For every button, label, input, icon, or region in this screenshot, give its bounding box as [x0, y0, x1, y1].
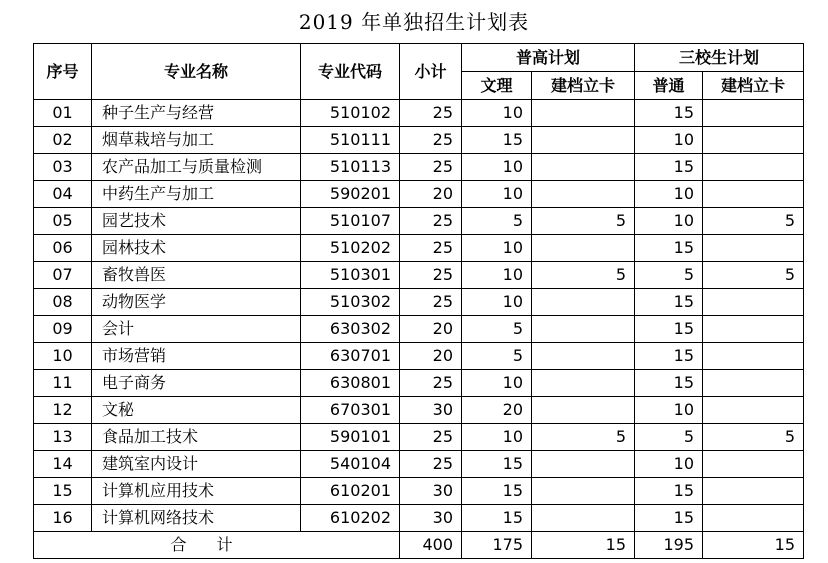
cell-general-jianka: 5 — [532, 424, 635, 451]
cell-seq: 10 — [34, 343, 92, 370]
cell-three-putong: 5 — [635, 262, 703, 289]
cell-subtotal: 25 — [400, 262, 462, 289]
cell-three-jianka — [703, 181, 804, 208]
cell-subtotal: 30 — [400, 478, 462, 505]
cell-three-putong: 15 — [635, 370, 703, 397]
header-major-code: 专业代码 — [301, 44, 400, 100]
cell-seq: 12 — [34, 397, 92, 424]
cell-general-jianka — [532, 451, 635, 478]
table-body — [34, 100, 804, 532]
cell-major-code: 510301 — [301, 262, 400, 289]
cell-general-wenli: 15 — [462, 127, 532, 154]
cell-seq: 03 — [34, 154, 92, 181]
cell-major-name: 园艺技术 — [92, 208, 301, 235]
cell-major-name: 市场营销 — [92, 343, 301, 370]
cell-general-jianka: 5 — [532, 262, 635, 289]
table-row — [34, 235, 804, 262]
cell-three-jianka — [703, 289, 804, 316]
cell-three-putong: 10 — [635, 208, 703, 235]
cell-general-jianka — [532, 235, 635, 262]
total-general-jianka: 15 — [532, 532, 635, 559]
cell-seq: 15 — [34, 478, 92, 505]
cell-three-putong: 10 — [635, 451, 703, 478]
table-row — [34, 208, 804, 235]
header-three-jianka: 建档立卡 — [703, 72, 804, 100]
cell-general-jianka — [532, 289, 635, 316]
cell-three-jianka — [703, 370, 804, 397]
table-row — [34, 181, 804, 208]
cell-major-code: 670301 — [301, 397, 400, 424]
cell-subtotal: 20 — [400, 343, 462, 370]
cell-major-name: 建筑室内设计 — [92, 451, 301, 478]
cell-seq: 13 — [34, 424, 92, 451]
cell-three-jianka: 5 — [703, 262, 804, 289]
cell-general-jianka — [532, 343, 635, 370]
cell-three-jianka — [703, 127, 804, 154]
table-row — [34, 262, 804, 289]
cell-general-wenli: 15 — [462, 451, 532, 478]
cell-general-wenli: 10 — [462, 181, 532, 208]
cell-subtotal: 25 — [400, 154, 462, 181]
header-three-putong: 普通 — [635, 72, 703, 100]
header-general-plan: 普高计划 — [462, 44, 635, 72]
total-row — [34, 532, 804, 559]
cell-three-putong: 15 — [635, 154, 703, 181]
header-seq: 序号 — [34, 44, 92, 100]
cell-subtotal: 30 — [400, 505, 462, 532]
header-general-wenli: 文理 — [462, 72, 532, 100]
table-row — [34, 451, 804, 478]
cell-three-putong: 15 — [635, 343, 703, 370]
cell-subtotal: 25 — [400, 424, 462, 451]
cell-major-name: 计算机网络技术 — [92, 505, 301, 532]
cell-three-putong: 15 — [635, 505, 703, 532]
cell-three-putong: 10 — [635, 397, 703, 424]
cell-seq: 08 — [34, 289, 92, 316]
cell-major-code: 610202 — [301, 505, 400, 532]
cell-general-wenli: 10 — [462, 424, 532, 451]
cell-major-code: 630701 — [301, 343, 400, 370]
cell-subtotal: 25 — [400, 100, 462, 127]
cell-subtotal: 25 — [400, 208, 462, 235]
cell-subtotal: 20 — [400, 316, 462, 343]
cell-three-jianka: 5 — [703, 424, 804, 451]
cell-major-name: 食品加工技术 — [92, 424, 301, 451]
cell-major-name: 烟草栽培与加工 — [92, 127, 301, 154]
cell-general-wenli: 10 — [462, 262, 532, 289]
table-row — [34, 397, 804, 424]
cell-seq: 16 — [34, 505, 92, 532]
cell-subtotal: 25 — [400, 289, 462, 316]
header-major-name: 专业名称 — [92, 44, 301, 100]
page-title: 2019 年单独招生计划表 — [298, 10, 530, 34]
cell-three-jianka: 5 — [703, 208, 804, 235]
cell-seq: 01 — [34, 100, 92, 127]
total-three-putong: 195 — [635, 532, 703, 559]
cell-three-jianka — [703, 316, 804, 343]
cell-major-name: 中药生产与加工 — [92, 181, 301, 208]
cell-major-code: 540104 — [301, 451, 400, 478]
cell-general-jianka: 5 — [532, 208, 635, 235]
cell-general-jianka — [532, 181, 635, 208]
cell-general-jianka — [532, 127, 635, 154]
cell-major-name: 文秘 — [92, 397, 301, 424]
cell-subtotal: 25 — [400, 451, 462, 478]
cell-major-code: 510107 — [301, 208, 400, 235]
cell-seq: 05 — [34, 208, 92, 235]
cell-major-code: 510111 — [301, 127, 400, 154]
cell-general-jianka — [532, 478, 635, 505]
cell-general-jianka — [532, 154, 635, 181]
cell-subtotal: 30 — [400, 397, 462, 424]
cell-general-jianka — [532, 397, 635, 424]
table-row — [34, 100, 804, 127]
cell-major-name: 计算机应用技术 — [92, 478, 301, 505]
cell-major-code: 510113 — [301, 154, 400, 181]
header-subtotal: 小计 — [400, 44, 462, 100]
total-label: 合计 — [34, 532, 400, 559]
cell-three-putong: 15 — [635, 478, 703, 505]
table-row — [34, 154, 804, 181]
cell-general-jianka — [532, 370, 635, 397]
cell-major-code: 630302 — [301, 316, 400, 343]
cell-subtotal: 20 — [400, 181, 462, 208]
table-row — [34, 289, 804, 316]
cell-general-jianka — [532, 316, 635, 343]
cell-three-putong: 15 — [635, 289, 703, 316]
cell-three-jianka — [703, 397, 804, 424]
cell-three-jianka — [703, 478, 804, 505]
table-row — [34, 478, 804, 505]
cell-three-jianka — [703, 235, 804, 262]
cell-general-wenli: 10 — [462, 100, 532, 127]
header-three-school-plan: 三校生计划 — [635, 44, 804, 72]
cell-major-name: 种子生产与经营 — [92, 100, 301, 127]
cell-major-name: 畜牧兽医 — [92, 262, 301, 289]
total-three-jianka: 15 — [703, 532, 804, 559]
cell-seq: 14 — [34, 451, 92, 478]
cell-major-name: 会计 — [92, 316, 301, 343]
cell-three-jianka — [703, 505, 804, 532]
cell-general-wenli: 20 — [462, 397, 532, 424]
cell-major-code: 610201 — [301, 478, 400, 505]
cell-general-wenli: 15 — [462, 505, 532, 532]
cell-general-wenli: 5 — [462, 208, 532, 235]
header-row-1 — [34, 44, 804, 72]
table-row — [34, 343, 804, 370]
cell-subtotal: 25 — [400, 235, 462, 262]
total-subtotal: 400 — [400, 532, 462, 559]
cell-general-wenli: 10 — [462, 370, 532, 397]
cell-major-code: 510302 — [301, 289, 400, 316]
cell-three-jianka — [703, 343, 804, 370]
total-general-wenli: 175 — [462, 532, 532, 559]
cell-subtotal: 25 — [400, 127, 462, 154]
cell-three-putong: 15 — [635, 316, 703, 343]
header-general-jianka: 建档立卡 — [532, 72, 635, 100]
cell-major-name: 农产品加工与质量检测 — [92, 154, 301, 181]
table-row — [34, 505, 804, 532]
cell-major-code: 630801 — [301, 370, 400, 397]
cell-general-jianka — [532, 100, 635, 127]
cell-general-wenli: 10 — [462, 154, 532, 181]
cell-general-wenli: 5 — [462, 316, 532, 343]
cell-three-jianka — [703, 154, 804, 181]
cell-major-code: 510202 — [301, 235, 400, 262]
cell-general-wenli: 10 — [462, 289, 532, 316]
cell-seq: 02 — [34, 127, 92, 154]
table-row — [34, 316, 804, 343]
enrollment-plan-table — [33, 43, 804, 559]
cell-seq: 04 — [34, 181, 92, 208]
cell-general-wenli: 5 — [462, 343, 532, 370]
cell-seq: 06 — [34, 235, 92, 262]
cell-major-name: 园林技术 — [92, 235, 301, 262]
cell-three-putong: 15 — [635, 100, 703, 127]
cell-three-putong: 5 — [635, 424, 703, 451]
cell-three-putong: 10 — [635, 181, 703, 208]
cell-seq: 11 — [34, 370, 92, 397]
cell-major-name: 动物医学 — [92, 289, 301, 316]
cell-seq: 09 — [34, 316, 92, 343]
cell-three-jianka — [703, 100, 804, 127]
cell-three-putong: 10 — [635, 127, 703, 154]
table-row — [34, 127, 804, 154]
cell-general-wenli: 10 — [462, 235, 532, 262]
table-row — [34, 370, 804, 397]
cell-general-wenli: 15 — [462, 478, 532, 505]
cell-seq: 07 — [34, 262, 92, 289]
cell-major-code: 590201 — [301, 181, 400, 208]
cell-three-putong: 15 — [635, 235, 703, 262]
cell-major-name: 电子商务 — [92, 370, 301, 397]
cell-subtotal: 25 — [400, 370, 462, 397]
cell-three-jianka — [703, 451, 804, 478]
table-row — [34, 424, 804, 451]
cell-major-code: 510102 — [301, 100, 400, 127]
cell-general-jianka — [532, 505, 635, 532]
cell-major-code: 590101 — [301, 424, 400, 451]
